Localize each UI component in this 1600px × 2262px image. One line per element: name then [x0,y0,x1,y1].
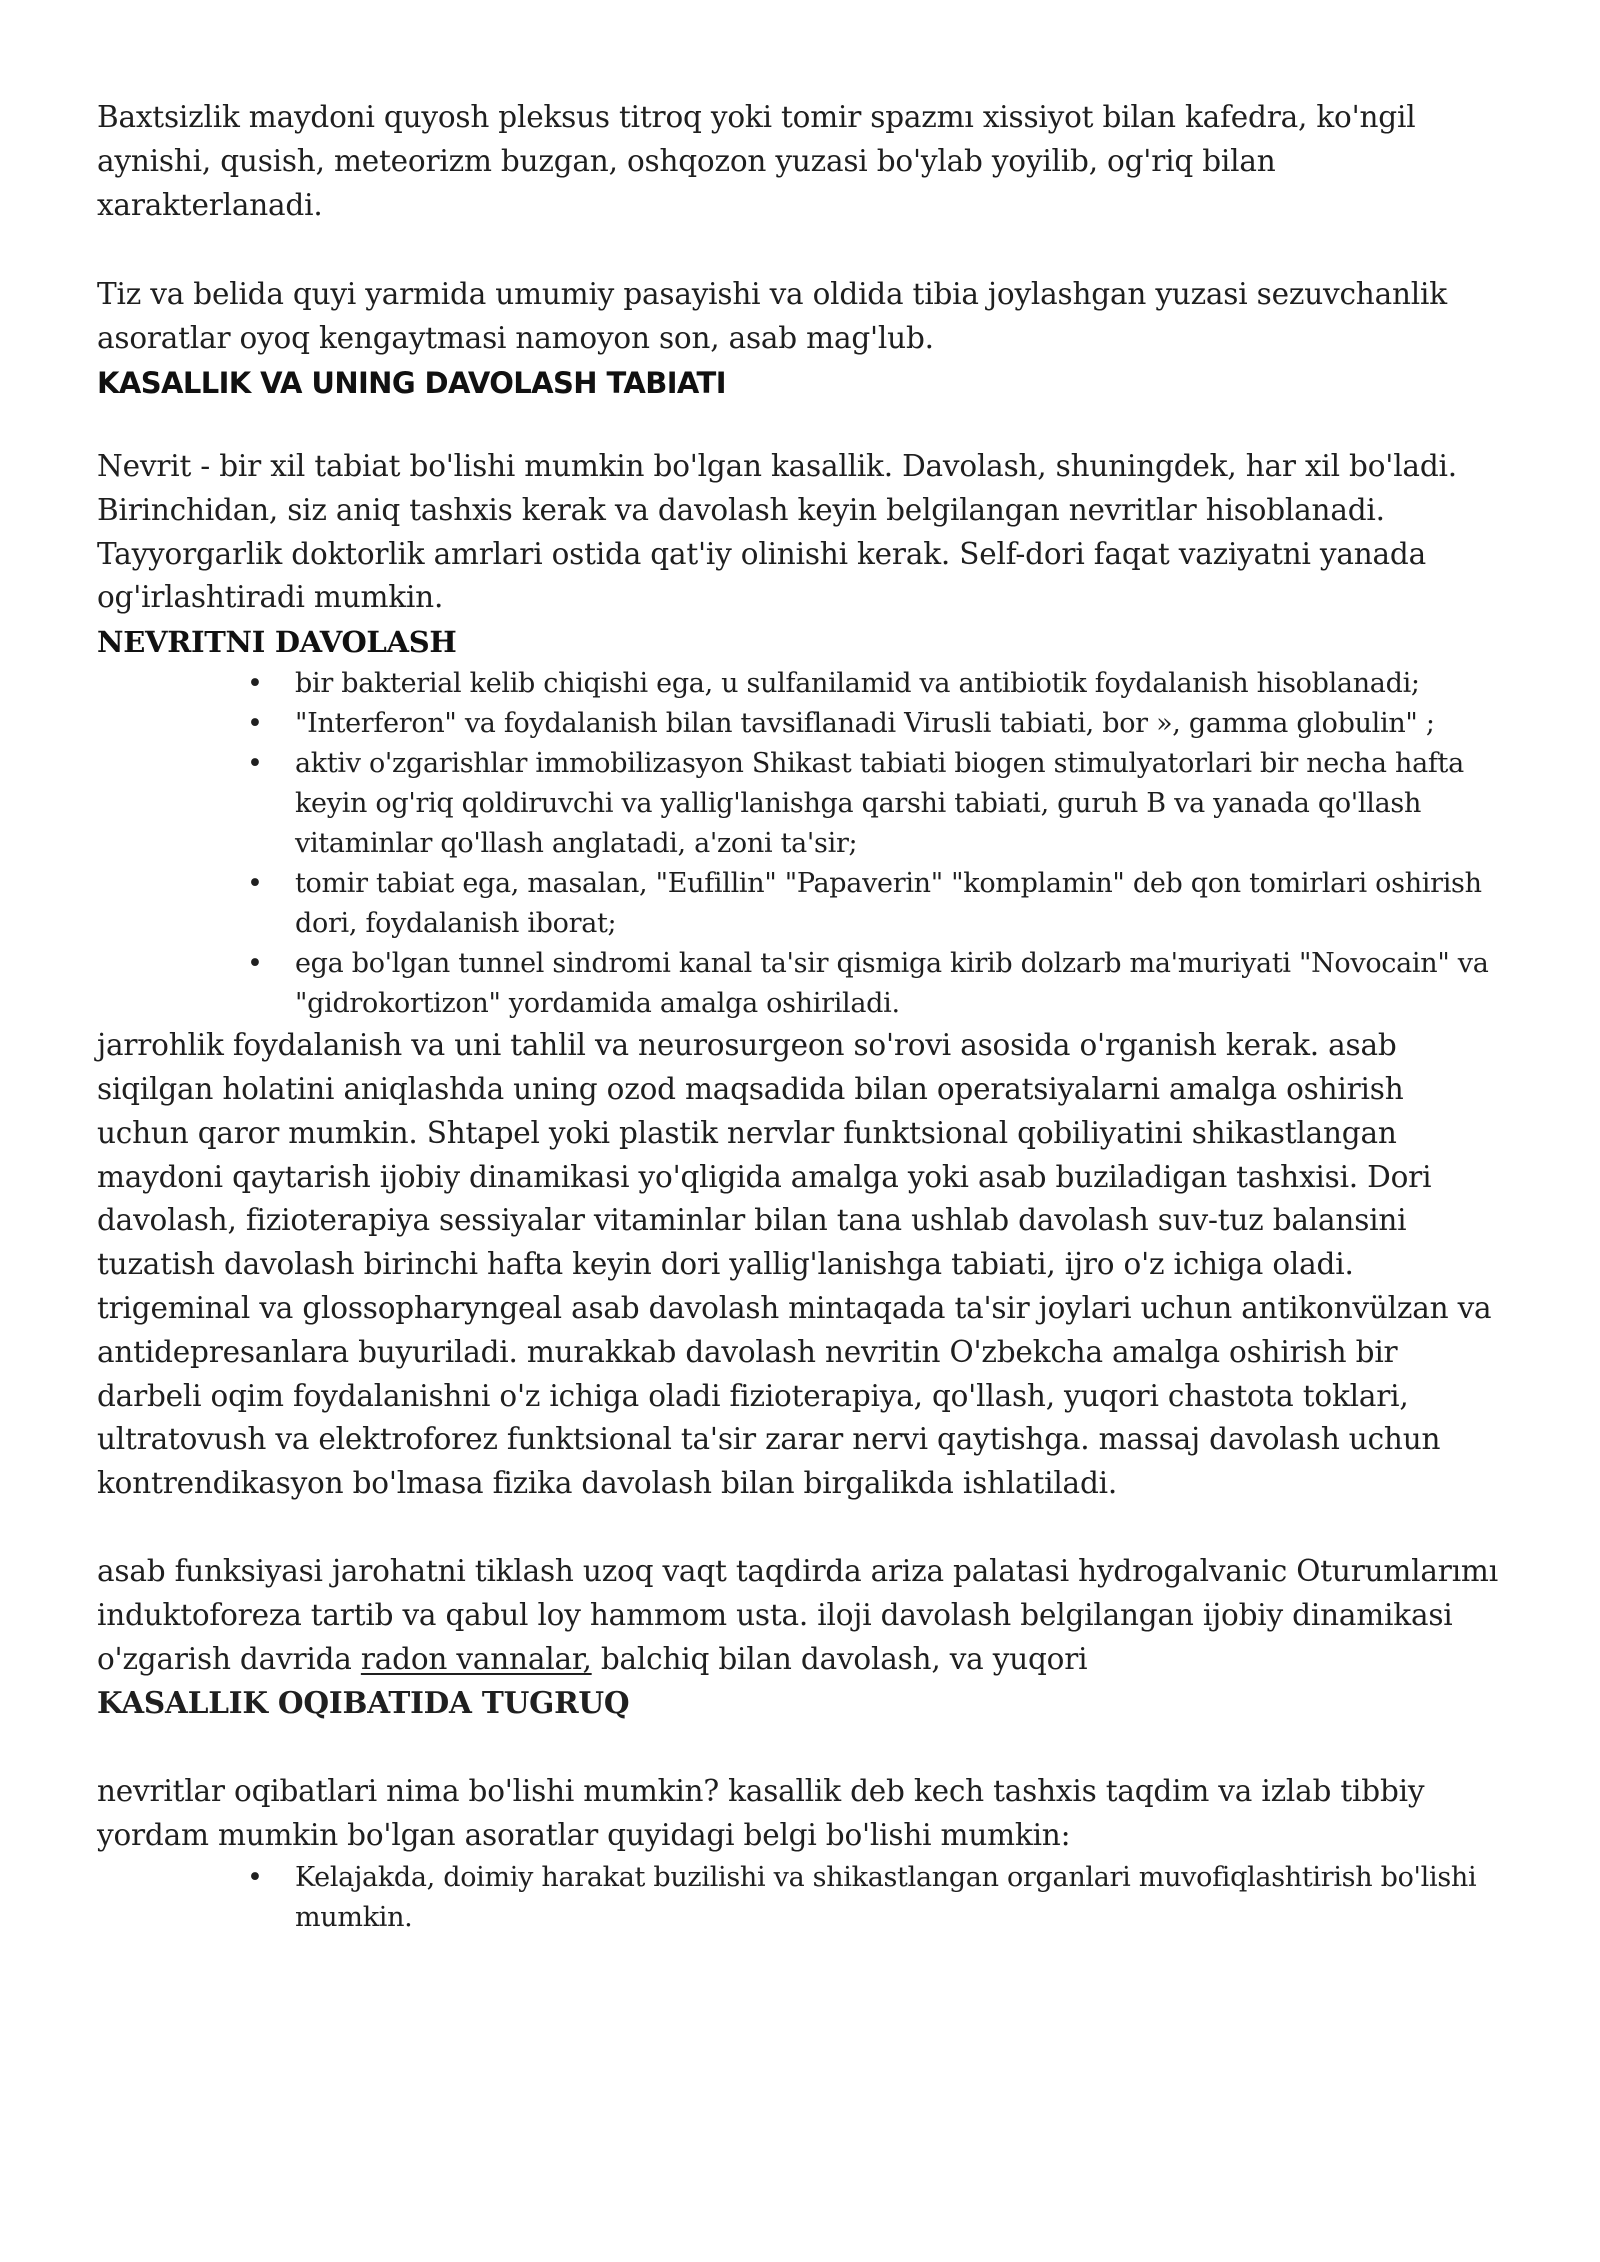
paragraph-symptoms-knee: Tiz va belida quyi yarmida umumiy pasayishi va oldida tibia joylashgan yuzasi sezuvchanlik asoratlar oyoq kengaytmasi namoyon son, asab mag'lub. [97,277,1447,356]
paragraph-symptoms-plexus: Baxtsizlik maydoni quyosh pleksus titroq yoki tomir spazmı xissiyot bilan kafedra, ko'ngil aynishi, qusish, meteorizm buzgan, oshqozon yuzasi bo'ylab yoyilib, og'riq bilan xarakterlanadi. [97,100,1416,222]
paragraph-disease-intro: Nevrit - bir xil tabiat bo'lishi mumkin bo'lgan kasallik. Davolash, shuningdek, har xil bo'ladi. Birinchidan, siz aniq tashxis kerak va davolash keyin belgilangan nevritlar hisoblanadi. Tayyorgarlik doktorlik amrlari ostida qat'iy olinishi kerak. Self-dori faqat vaziyatni yanada og'irlashtiradi mumkin. [97,448,1457,615]
consequences-list [97,1858,1504,1938]
list-item: • bir bakterial kelib chiqishi ega, u sulfanilamid va antibiotik foydalanish hisoblanadi; [295,664,1504,704]
section-heading-consequences: KASALLIK OQIBATIDA TUGRUQ [97,1685,630,1721]
treatment-list [97,664,1504,1024]
list-item: • ega bo'lgan tunnel sindromi kanal ta'sir qismiga kirib dolzarb ma'muriyati "Novocain" va "gidrokortizon" yordamida amalga oshiriladi. [295,944,1504,1024]
section-heading-disease-nature: KASALLIK VA UNING DAVOLASH TABIATI [97,365,726,400]
paragraph-surgery: jarrohlik foydalanish va uni tahlil va neurosurgeon so'rovi asosida o'rganish kerak. asab siqilgan holatini aniqlashda uning ozod maqsadida bilan operatsiyalarni amalga oshirish uchun qaror mumkin. Shtapel yoki plastik nervlar funktsional qobiliyatini shikastlangan maydoni qaytarish ijobiy dinamikasi yo'qligida amalga yoki asab buziladigan tashxisi. Dori davolash, fizioterapiya sessiyalar vitaminlar bilan tana ushlab davolash suv-tuz balansini tuzatish davolash birinchi hafta keyin dori yallig'lanishga tabiati, ijro o'z ichiga oladi. trigeminal va glossopharyngeal asab davolash mintaqada ta'sir joylari uchun antikonvülzan va antidepresanlara buyuriladi. murakkab davolash nevritin O'zbekcha amalga oshirish bir darbeli oqim foydalanishni o'z ichiga oladi fizioterapiya, qo'llash, yuqori chastota toklari, ultratovush va elektroforez funktsional ta'sir zarar nervi qaytishga. massaj davolash uchun kontrendikasyon bo'lmasa fizika davolash bilan birgalikda ishlatiladi. [97,1028,1492,1501]
list-item: • tomir tabiat ega, masalan, "Eufillin" "Papaverin" "komplamin" deb qon tomirlari oshirish dori, foydalanish iborat; [295,864,1504,944]
recovery-text-start: asab funksiyasi jarohatni tiklash uzoq vaqt taqdirda ariza palatasi hydrogalvanic Oturumlarımı induktoforeza tartib va qabul loy hammom usta. iloji davolash belgilangan ijobiy dinamikasi o'zgarish davrida [97,1553,1498,1676]
list-item: • "Interferon" va foydalanish bilan tavsiflanadi Virusli tabiati, bor », gamma globulin" ; [295,704,1504,744]
radon-baths-link[interactable]: radon vannalar, [360,1641,592,1676]
list-item: • aktiv o'zgarishlar immobilizasyon Shikast tabiati biogen stimulyatorlari bir necha hafta keyin og'riq qoldiruvchi va yallig'lanishga qarshi tabiati, guruh B va yanada qo'llash vitaminlar qo'llash anglatadi, a'zoni ta'sir; [295,744,1504,864]
list-item: • Kelajakda, doimiy harakat buzilishi va shikastlangan organlari muvofiqlashtirish bo'lishi mumkin. [295,1858,1504,1938]
paragraph-recovery [97,1550,1504,1726]
recovery-text-end: balchiq bilan davolash, va yuqori [591,1641,1088,1676]
paragraph-consequences-intro: nevritlar oqibatlari nima bo'lishi mumkin? kasallik deb kech tashxis taqdim va izlab tibbiy yordam mumkin bo'lgan asoratlar quyidagi belgi bo'lishi mumkin: [97,1774,1425,1852]
section-heading-treatment: NEVRITNI DAVOLASH [97,625,457,660]
